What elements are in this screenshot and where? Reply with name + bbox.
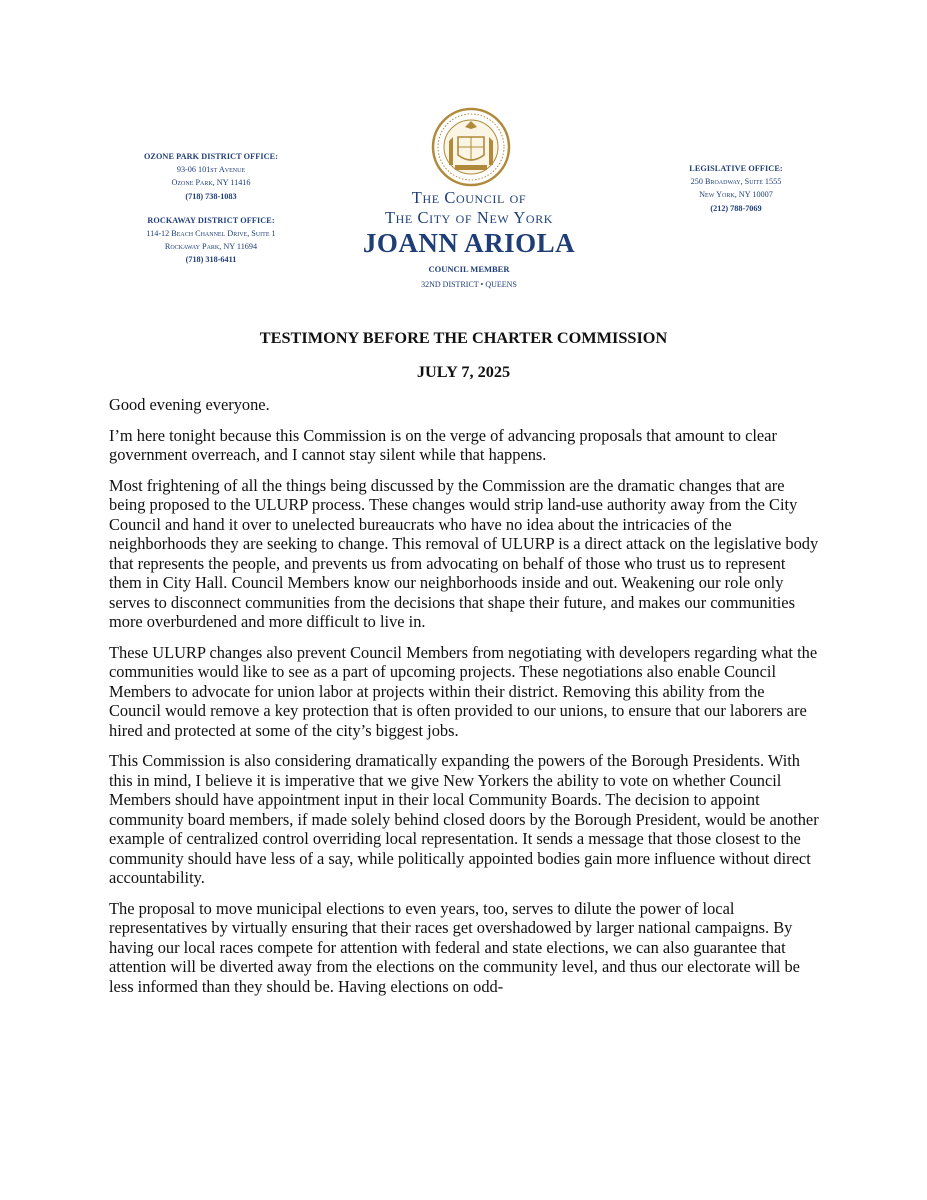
legislative-office-address1: 250 Broadway, Suite 1555 xyxy=(690,177,782,187)
document-body xyxy=(109,395,819,1007)
legislative-office-phone: (212) 788-7069 xyxy=(710,203,762,213)
rockaway-office-address1: 114-12 Beach Channel Drive, Suite 1 xyxy=(146,229,276,239)
rockaway-office-phone: (718) 318-6411 xyxy=(185,255,237,265)
city-seal-icon xyxy=(431,107,511,187)
legislative-office-address2: New York, NY 10007 xyxy=(699,190,773,200)
paragraph-5: This Commission is also considering dramatically expanding the powers of the Borough Presidents. With this in mind, I believe it is imperative that we give New Yorkers the ability to vote on whether Council Members should have appointment input in their local Community Boards. The decision to appoint community board members, if made solely behind closed doors by the Borough President, would be another example of centralized control overriding local representation. It sends a message that those closest to the community should have less of a say, while politically appointed bodies gain more influence without direct accountability. xyxy=(109,751,819,887)
paragraph-3: Most frightening of all the things being discussed by the Commission are the dramatic changes that are being proposed to the ULURP process. These changes would strip land-use authority away from the City Council and hand it over to unelected bureaucrats who have no idea about the intricacies of the neighborhoods they are seeking to change. This removal of ULURP is a direct attack on the legislative body that represents the people, and prevents us from advocating on behalf of those who trust us to represent them in City Hall. Council Members know our neighborhoods inside and out. Weakening our role only serves to disconnect communities from the decisions that shape their future, and makes our communities more overburdened and more difficult to live in. xyxy=(109,475,819,631)
ozone-office-heading: OZONE PARK DISTRICT OFFICE: xyxy=(143,152,279,161)
paragraph-2: I’m here tonight because this Commission is on the verge of advancing proposals that amount to clear government overreach, and I cannot stay silent while that happens. xyxy=(109,425,777,464)
paragraph-6: The proposal to move municipal elections to even years, too, serves to dilute the power of local representatives by virtually ensuring that their races get overshadowed by larger national campaigns. By having our local races compete for attention with federal and state elections, we can also guarantee that attention will be diverted away from the elections on the community level, and thus our electorate will be less informed than they should be. Having elections on odd- xyxy=(109,898,800,996)
rockaway-office-heading: ROCKAWAY DISTRICT OFFICE: xyxy=(147,215,275,225)
ozone-office-phone: (718) 738-1083 xyxy=(185,191,237,201)
document-date: JULY 7, 2025 xyxy=(416,362,511,381)
member-title: COUNCIL MEMBER xyxy=(428,264,510,274)
council-name-line1: The Council of xyxy=(411,188,527,207)
rockaway-office-address2: Rockaway Park, NY 11694 xyxy=(164,242,258,252)
member-name: JOANN ARIOLA xyxy=(362,228,576,258)
member-district: 32ND DISTRICT • QUEENS xyxy=(421,280,517,289)
ozone-office-address1: 93-06 101st Avenue xyxy=(176,165,246,175)
document-title: TESTIMONY BEFORE THE CHARTER COMMISSION xyxy=(259,328,668,347)
ozone-office-address2: Ozone Park, NY 11416 xyxy=(171,178,251,188)
council-name-line2: The City of New York xyxy=(384,208,554,227)
legislative-office-heading: LEGISLATIVE OFFICE: xyxy=(689,164,783,173)
right-office xyxy=(656,162,816,215)
paragraph-1: Good evening everyone. xyxy=(109,395,270,414)
paragraph-4: These ULURP changes also prevent Council Members from negotiating with developers regarding what the communities would like to see as a part of upcoming projects. These negotiations also enable Council Members to advocate for union labor at projects within their district. Removing this ability from the Council would remove a key protection that is often provided to our unions, to ensure that our laborers are hired and protected at some of the city’s biggest jobs. xyxy=(109,642,818,740)
left-offices xyxy=(108,150,314,267)
